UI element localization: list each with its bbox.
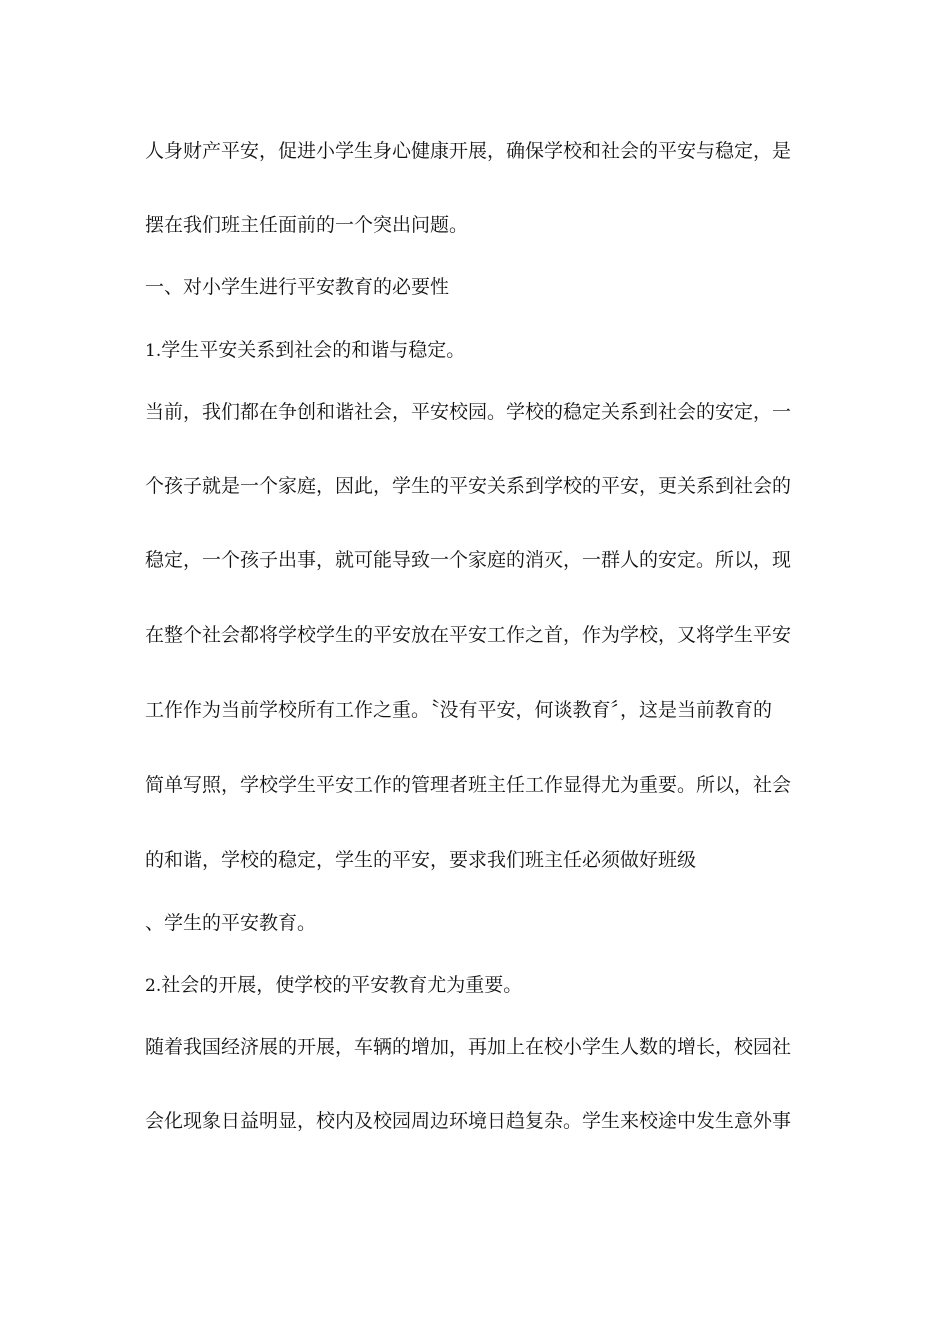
list-number: 2. [145,976,162,996]
section-heading: 一、对小学生进行平安教育的必要性 [145,276,450,298]
paragraph-line: 稳定，一个孩子出事，就可能导致一个家庭的消灭，一群人的安定。所以，现 [145,549,792,571]
paragraph-line: 会化现象日益明显，校内及校园周边环境日趋复杂。学生来校途中发生意外事 [145,1110,792,1132]
paragraph-line: 随着我国经济展的开展，车辆的增加，再加上在校小学生人数的增长，校园社 [145,1036,792,1058]
paragraph-line: 工作作为当前学校所有工作之重。〝没有平安，何谈教育〞，这是当前教育的 [145,699,773,721]
subheading-1 [145,337,805,364]
paragraph-line: 当前，我们都在争创和谐社会，平安校园。学校的稳定关系到社会的安定，一 [145,401,792,423]
list-number: 1. [145,341,162,361]
paragraph-line: 在整个社会都将学校学生的平安放在平安工作之首，作为学校，又将学生平安 [145,624,792,646]
paragraph-line: 、学生的平安教育。 [145,912,317,934]
subheading-text: 学生平安关系到社会的和谐与稳定。 [161,339,466,361]
paragraph-line: 摆在我们班主任面前的一个突出问题。 [145,214,469,236]
paragraph-line: 简单写照，学校学生平安工作的管理者班主任工作显得尤为重要。所以，社会 [145,774,792,796]
subheading-2 [145,972,805,999]
paragraph-line: 个孩子就是一个家庭，因此，学生的平安关系到学校的平安，更关系到社会的 [145,475,792,497]
paragraph-line: 人身财产平安，促进小学生身心健康开展，确保学校和社会的平安与稳定，是 [145,140,792,162]
subheading-text: 社会的开展，使学校的平安教育尤为重要。 [161,974,523,996]
paragraph-line: 的和谐，学校的稳定，学生的平安，要求我们班主任必须做好班级 [145,849,697,871]
